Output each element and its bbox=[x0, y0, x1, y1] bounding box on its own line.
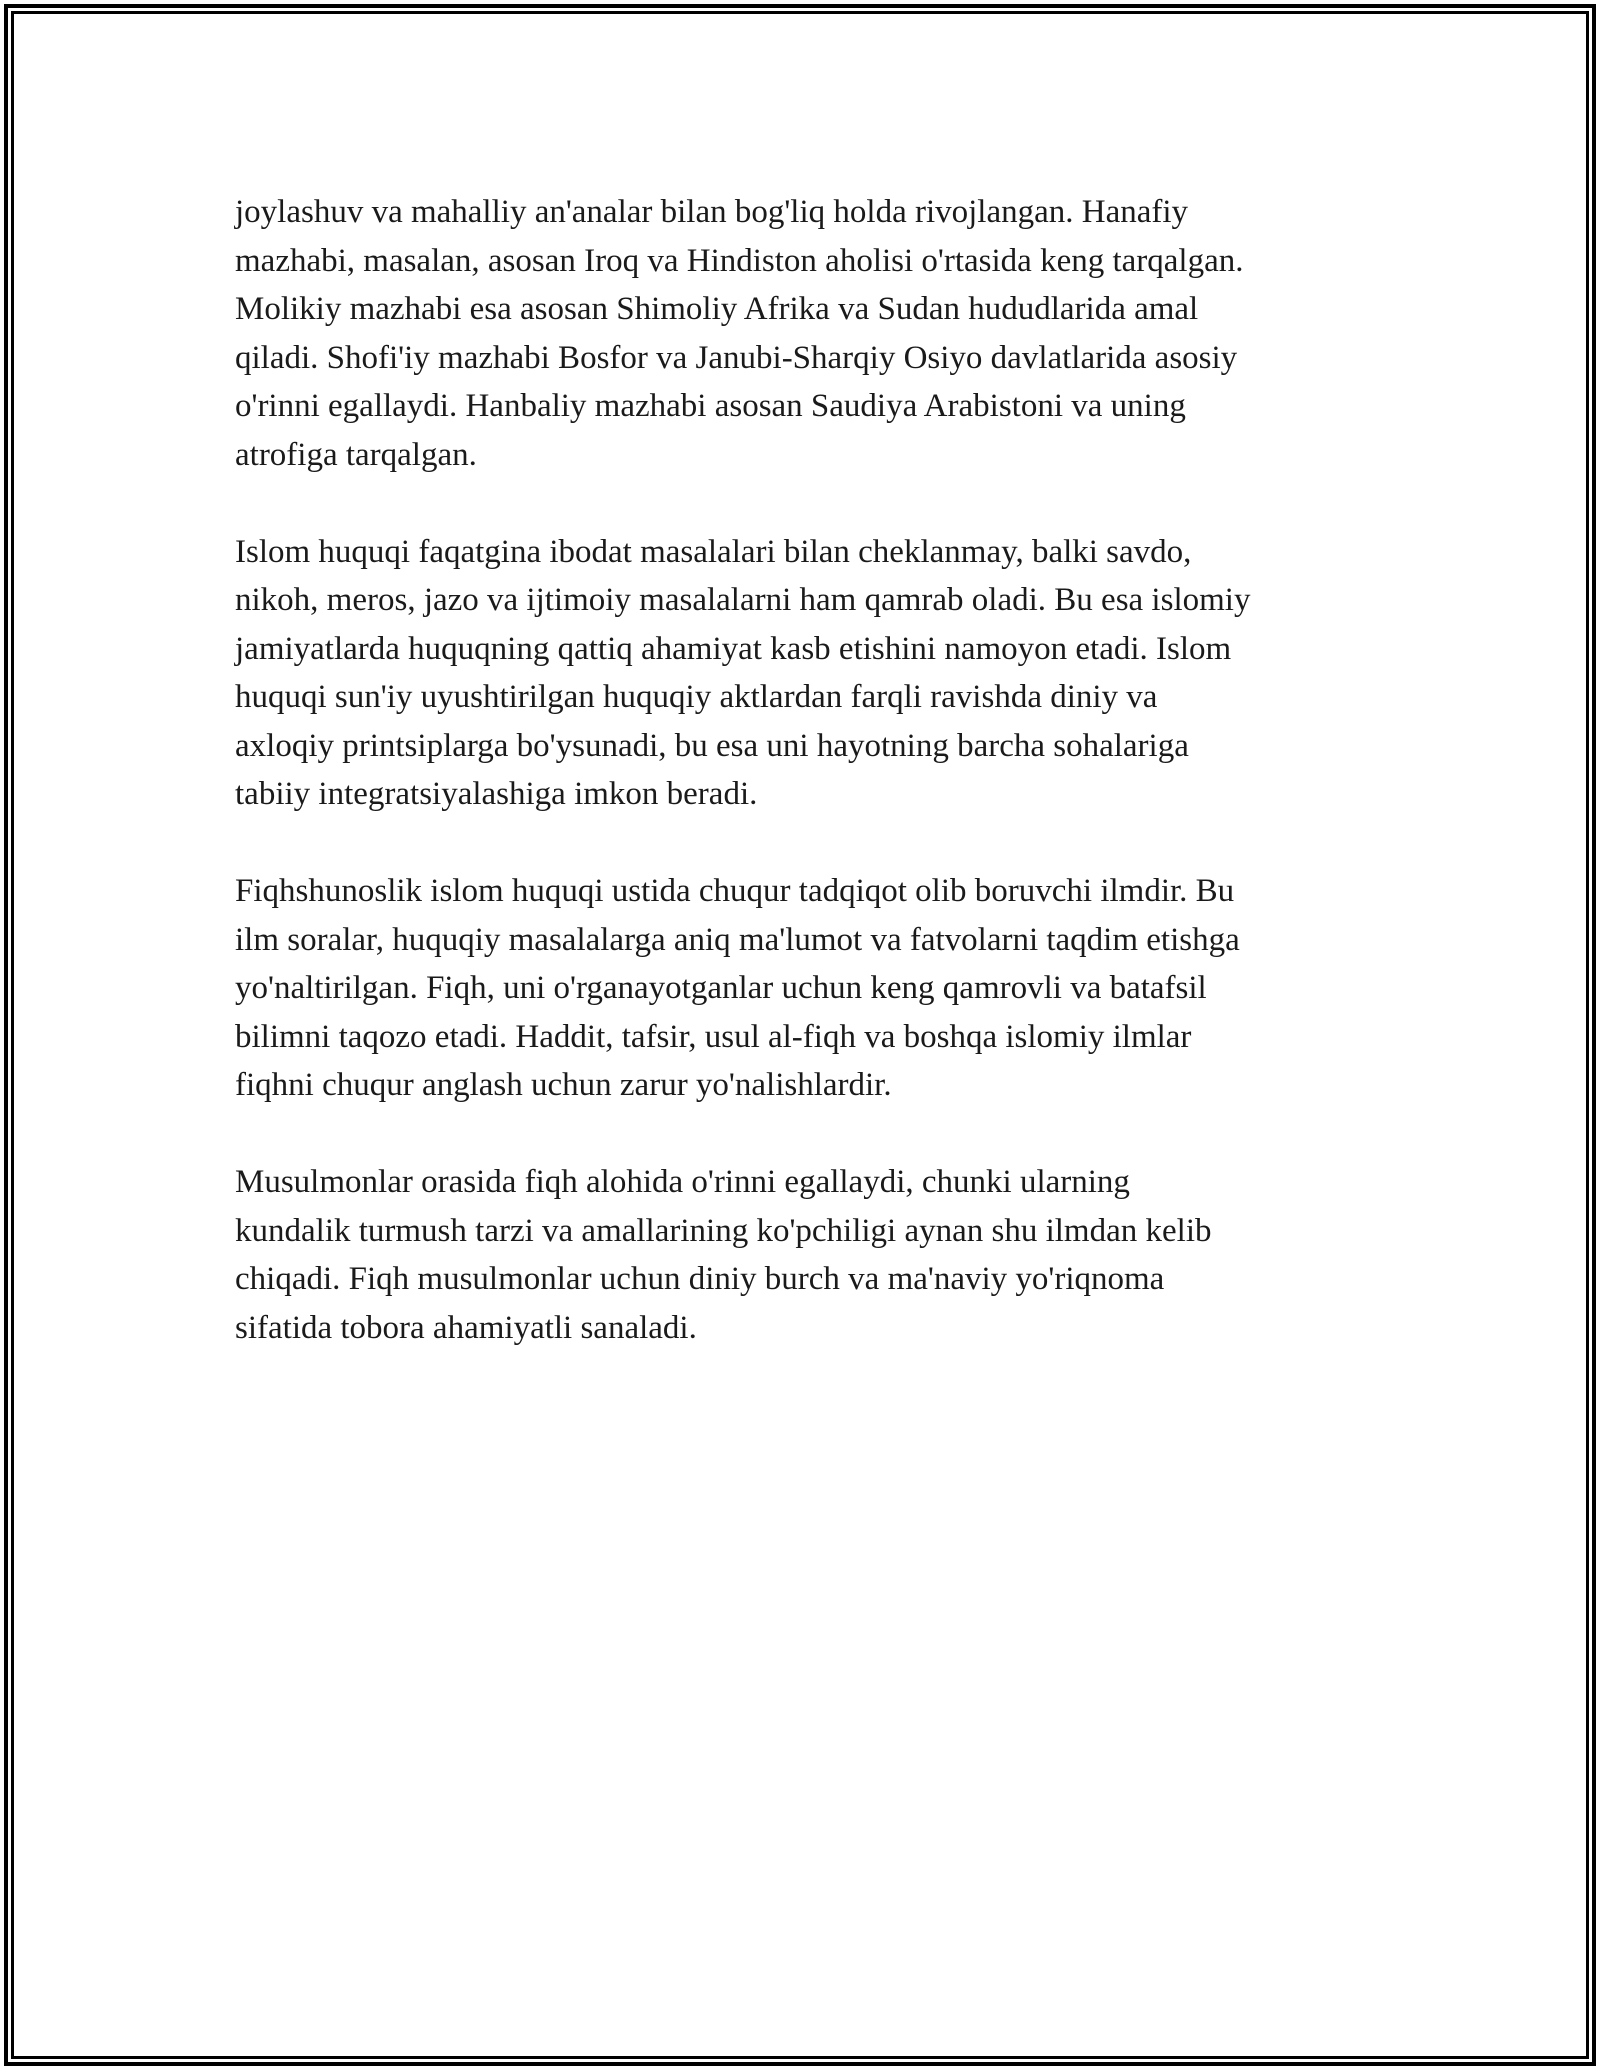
paragraph-madhhab-regions: joylashuv va mahalliy an'analar bilan bog'liq holda rivojlangan. Hanafiy mazhabi, masalan, asosan Iroq va Hindiston aholisi o'rtasida keng tarqalgan. Molikiy mazhabi esa asosan Shimoliy Afrika va Sudan hududlarida amal qiladi. Shofi'iy mazhabi Bosfor va Janubi-Sharqiy Osiyo davlatlarida asosiy o'rinni egallaydi. Hanbaliy mazhabi asosan Saudiya Arabistoni va uning atrofiga tarqalgan. bbox=[235, 194, 1244, 473]
paragraph-fiqh-importance: Musulmonlar orasida fiqh alohida o'rinni egallaydi, chunki ularning kundalik turmush tarzi va amallarining ko'pchiligi aynan shu ilmdan kelib chiqadi. Fiqh musulmonlar uchun diniy burch va ma'naviy yo'riqnoma sifatida tobora ahamiyatli sanaladi. bbox=[235, 1164, 1212, 1346]
document-body bbox=[235, 188, 1395, 1352]
paragraph-fiqh-science: Fiqhshunoslik islom huquqi ustida chuqur tadqiqot olib boruvchi ilmdir. Bu ilm soralar, huquqiy masalalarga aniq ma'lumot va fatvolarni taqdim etishga yo'naltirilgan. Fiqh, uni o'rganayotganlar uchun keng qamrovli va batafsil bilimni taqozo etadi. Haddit, tafsir, usul al-fiqh va boshqa islomiy ilmlar fiqhni chuqur anglash uchun zarur yo'nalishlardir. bbox=[235, 873, 1240, 1103]
paragraph-islamic-law-scope: Islom huquqi faqatgina ibodat masalalari bilan cheklanmay, balki savdo, nikoh, meros, jazo va ijtimoiy masalalarni ham qamrab oladi. Bu esa islomiy jamiyatlarda huquqning qattiq ahamiyat kasb etishini namoyon etadi. Islom huquqi sun'iy uyushtirilgan huquqiy aktlardan farqli ravishda diniy va axloqiy printsiplarga bo'ysunadi, bu esa uni hayotning barcha sohalariga tabiiy integratsiyalashiga imkon beradi. bbox=[235, 533, 1251, 812]
